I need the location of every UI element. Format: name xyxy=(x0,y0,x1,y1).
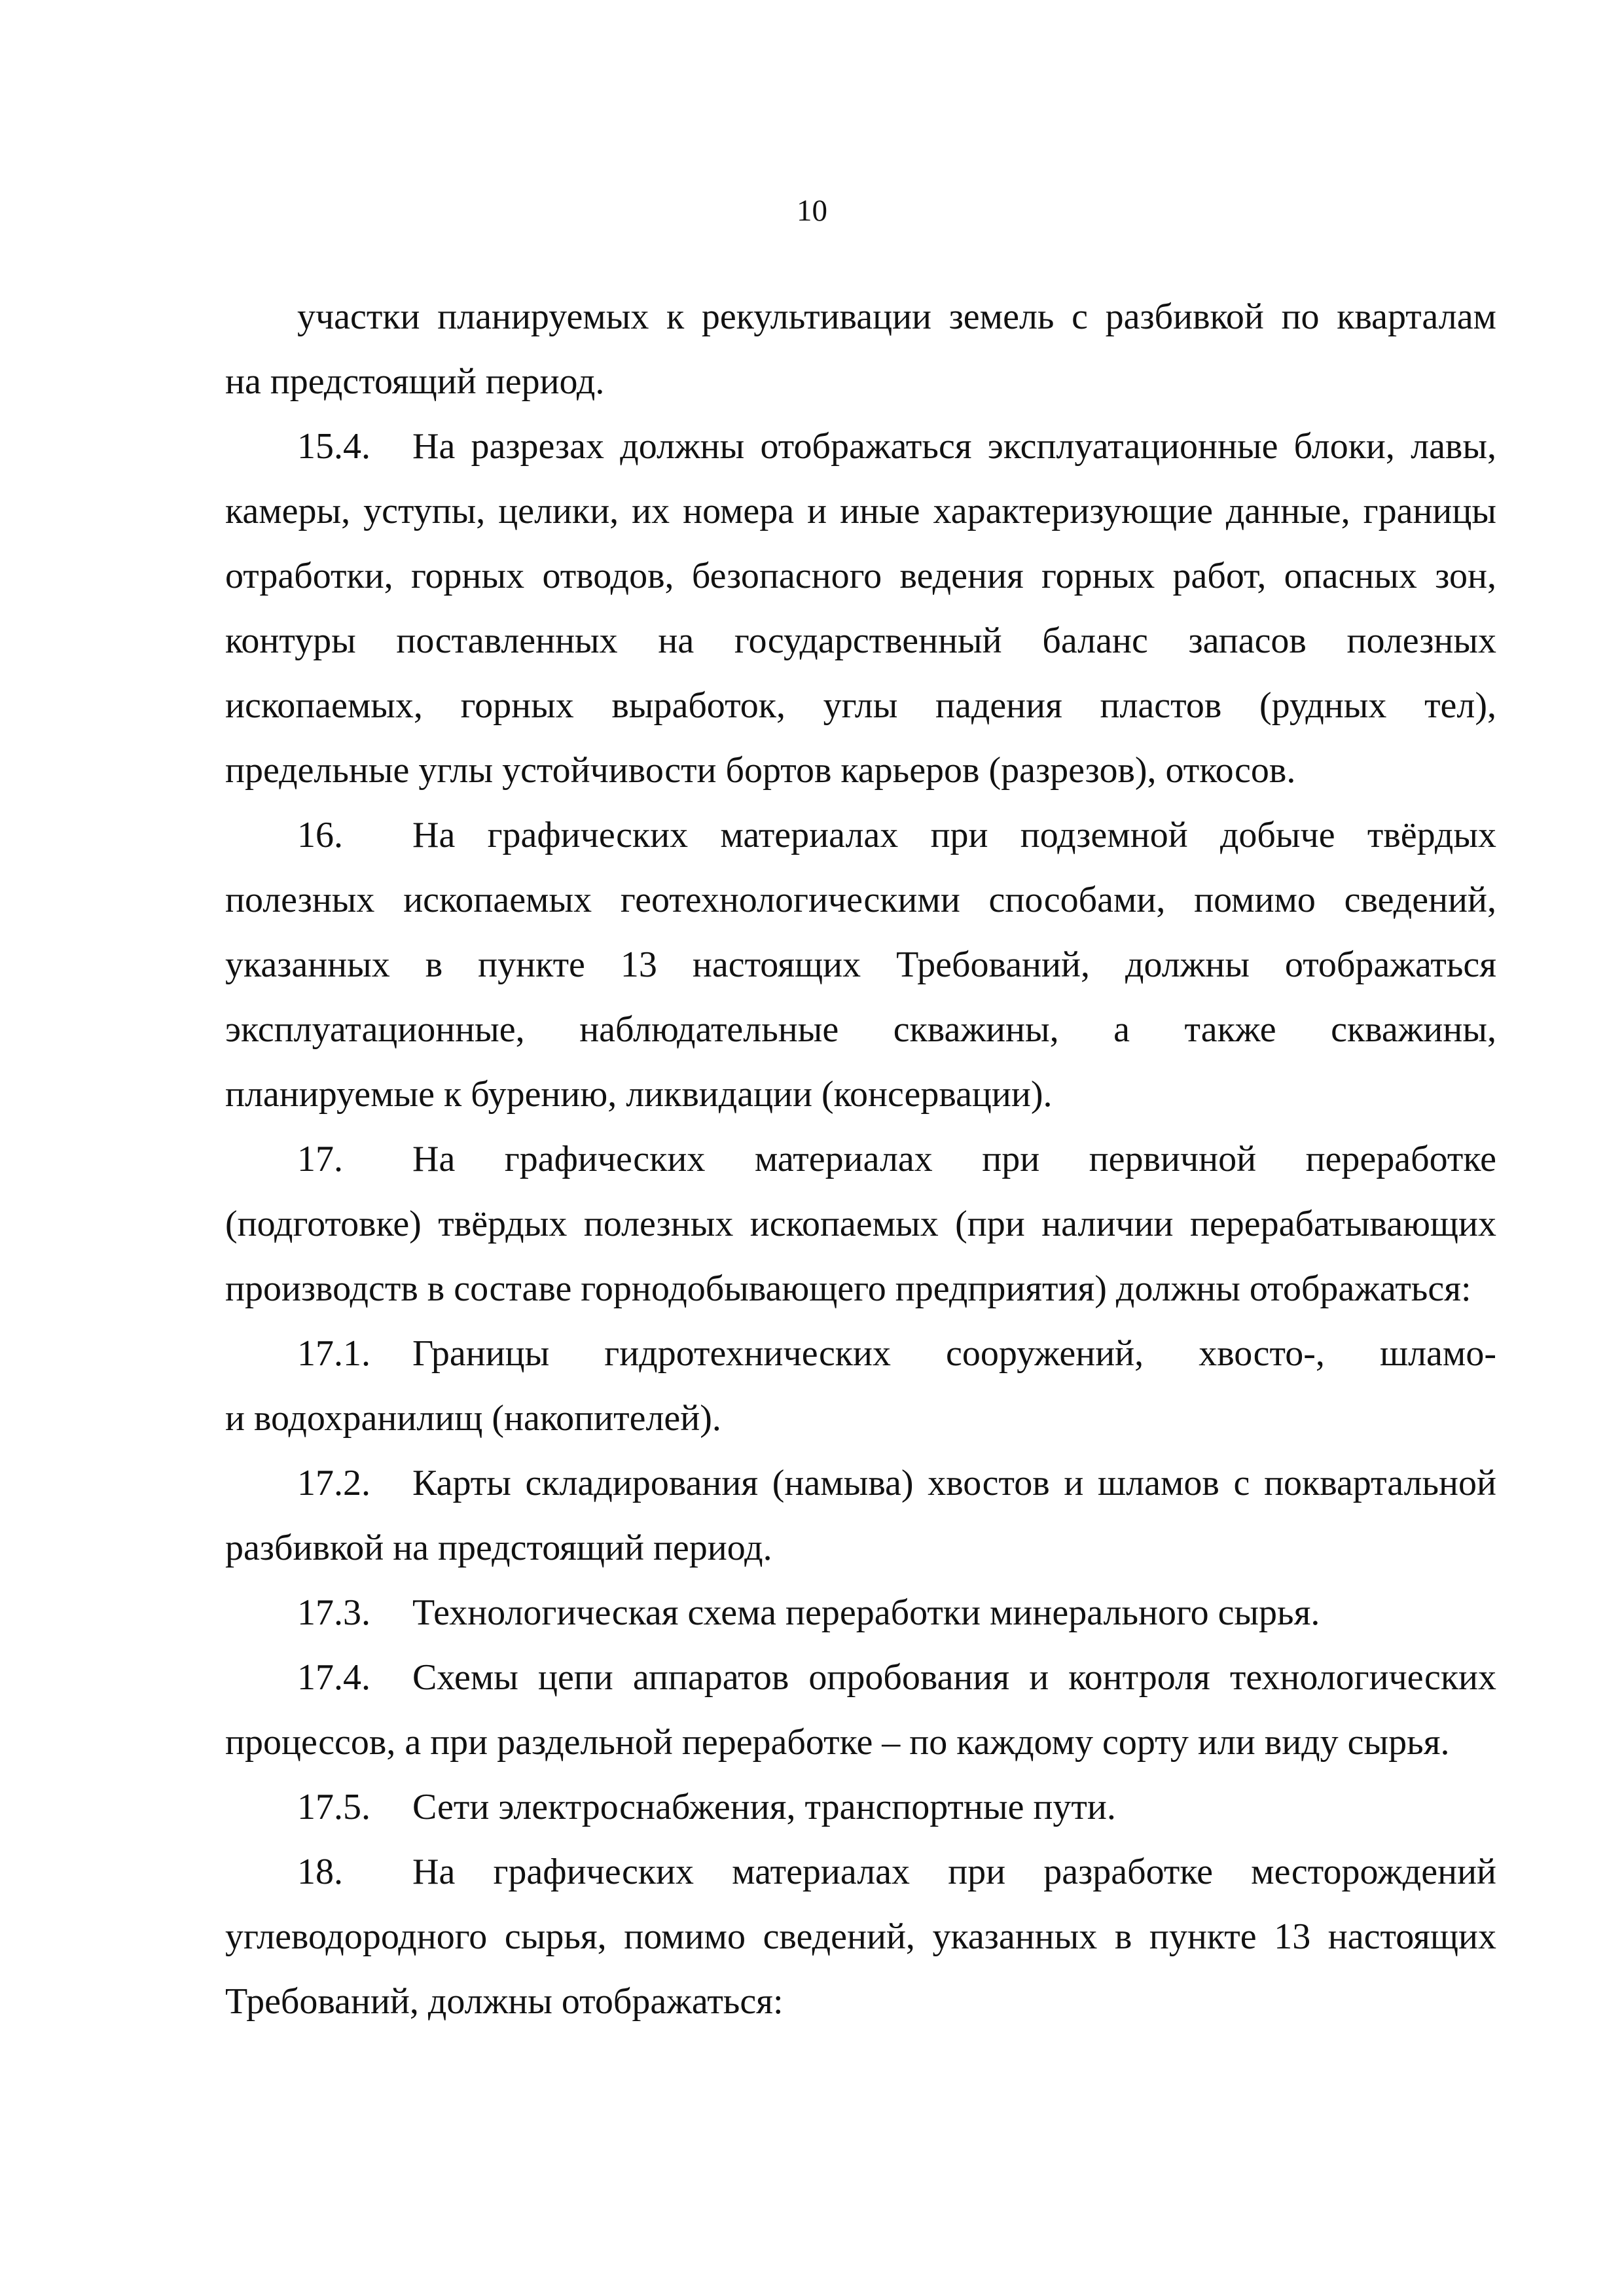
text-line: 17.2. Карты складирования (намыва) хвостов и шламов с поквартальной xyxy=(225,1451,1496,1516)
text-line: (подготовке) твёрдых полезных ископаемых (при наличии перерабатывающих xyxy=(225,1204,1496,1244)
text-line: 17.5. Сети электроснабжения, транспортные пути. xyxy=(225,1775,1496,1840)
paragraph-17 xyxy=(225,1127,1496,1321)
text-line: Требований, должны отображаться: xyxy=(225,1981,784,2022)
clause-number: 18. xyxy=(297,1852,343,1892)
page-number: 10 xyxy=(797,194,827,228)
paragraph-17-5 xyxy=(225,1775,1496,1840)
clause-number: 17.3. xyxy=(297,1592,370,1633)
text-line: 16. На графических материалах при подземной добыче твёрдых xyxy=(225,803,1496,868)
text-line: 17.3. Технологическая схема переработки минерального сырья. xyxy=(225,1581,1496,1645)
paragraph-17-4 xyxy=(225,1645,1496,1775)
paragraph-continuation xyxy=(225,285,1496,414)
clause-number: 17.4. xyxy=(297,1657,370,1698)
text-line: производств в составе горнодобывающего предприятия) должны отображаться: xyxy=(225,1268,1471,1309)
text-line: предельные углы устойчивости бортов карьеров (разрезов), откосов. xyxy=(225,750,1296,791)
paragraph-17-2 xyxy=(225,1451,1496,1581)
clause-number: 17.1. xyxy=(297,1333,370,1374)
clause-number: 17.2. xyxy=(297,1463,370,1503)
text-line: участки планируемых к рекультивации земель с разбивкой по кварталам xyxy=(297,296,1496,337)
paragraph-15-4 xyxy=(225,414,1496,803)
text-line: и водохранилищ (накопителей). xyxy=(225,1398,721,1439)
body-text xyxy=(225,285,1496,2034)
text-line: контуры поставленных на государственный баланс запасов полезных xyxy=(225,620,1496,661)
text-line: 17.4. Схемы цепи аппаратов опробования и контроля технологических xyxy=(225,1645,1496,1710)
paragraph-17-1 xyxy=(225,1321,1496,1451)
text-line: разбивкой на предстоящий период. xyxy=(225,1528,772,1568)
paragraph-17-3 xyxy=(225,1581,1496,1645)
text-line: эксплуатационные, наблюдательные скважины, а также скважины, xyxy=(225,1009,1496,1050)
text-line: камеры, уступы, целики, их номера и иные характеризующие данные, границы xyxy=(225,491,1496,531)
text-line: ископаемых, горных выработок, углы падения пластов (рудных тел), xyxy=(225,685,1496,726)
paragraph-18 xyxy=(225,1840,1496,2034)
text-line: отработки, горных отводов, безопасного ведения горных работ, опасных зон, xyxy=(225,556,1496,596)
text-line: указанных в пункте 13 настоящих Требований, должны отображаться xyxy=(225,944,1496,985)
clause-number: 17.5. xyxy=(297,1787,370,1827)
text-line: полезных ископаемых геотехнологическими способами, помимо сведений, xyxy=(225,880,1496,920)
text-line: 18. На графических материалах при разработке месторождений xyxy=(225,1840,1496,1905)
paragraph-16 xyxy=(225,803,1496,1127)
text-line: 15.4. На разрезах должны отображаться эксплуатационные блоки, лавы, xyxy=(225,414,1496,479)
text-line: планируемые к бурению, ликвидации (консервации). xyxy=(225,1074,1053,1115)
text-line: 17.1. Границы гидротехнических сооружений, хвосто-, шламо- xyxy=(225,1321,1496,1386)
clause-number: 15.4. xyxy=(297,426,370,467)
text-line: 17. На графических материалах при первичной переработке xyxy=(225,1127,1496,1192)
text-line: углеводородного сырья, помимо сведений, указанных в пункте 13 настоящих xyxy=(225,1916,1496,1957)
clause-number: 16. xyxy=(297,815,343,855)
text-line: процессов, а при раздельной переработке – по каждому сорту или виду сырья. xyxy=(225,1722,1450,1763)
clause-number: 17. xyxy=(297,1139,343,1179)
text-line: на предстоящий период. xyxy=(225,361,605,402)
